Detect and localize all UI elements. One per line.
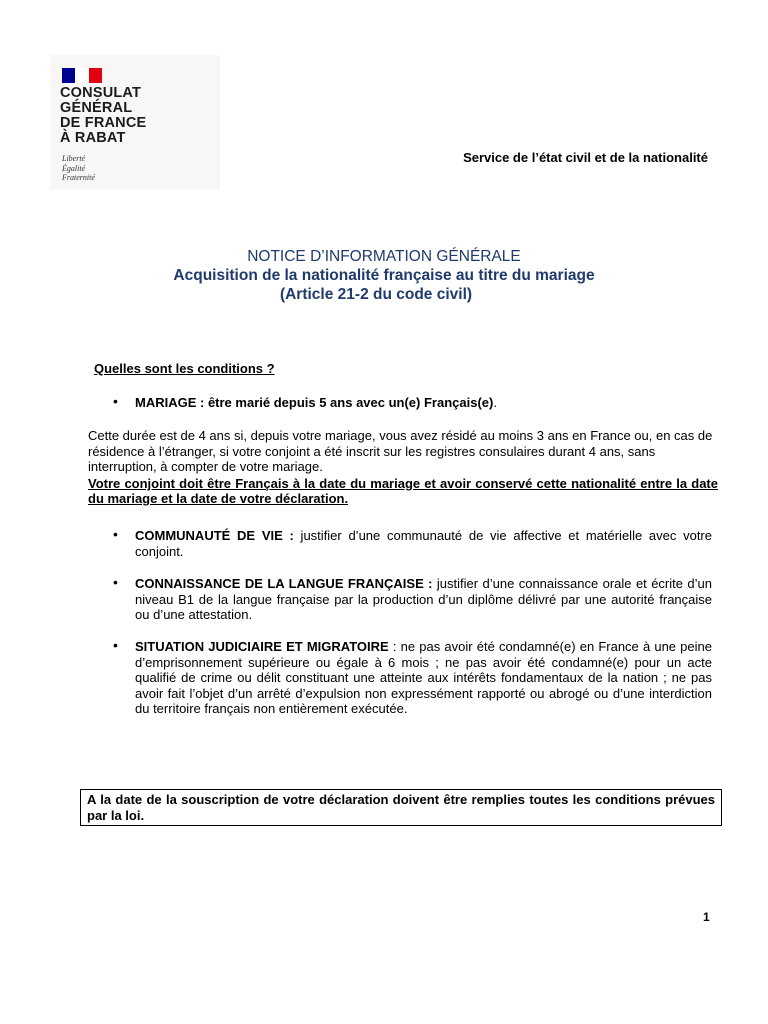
condition-text: : ne pas avoir été condamné(e) en France à une peine d’emprisonnement supérieure ou égale à 6 mois ; ne pas avoir été condamné(e) pour un acte qualifié de crime ou délit constituant une atteinte aux intérêts fondamentaux de la nation ; ne pas avoir fait l’objet d’un arrêté d’expulsion non expressément rapporté ou abrogé ou d’une interdiction du territoire français non entièrement exécutée. <box>135 639 712 716</box>
bullet-icon: • <box>113 637 118 653</box>
logo-line: DE FRANCE <box>60 115 147 131</box>
bullet-icon: • <box>113 574 118 590</box>
condition-situation <box>135 639 712 717</box>
logo-line: CONSULAT <box>60 85 142 101</box>
mariage-label: MARIAGE : être marié depuis 5 ans avec un(e) Français(e) <box>135 395 494 410</box>
notice-title: NOTICE D’INFORMATION GÉNÉRALE <box>247 248 521 265</box>
consulate-logo <box>50 55 220 190</box>
french-flag-icon <box>62 68 102 83</box>
service-header: Service de l’état civil et de la nationalité <box>463 150 708 165</box>
condition-mariage <box>135 395 712 411</box>
flag-white-stripe <box>75 68 89 83</box>
motto-line: Fraternité <box>62 173 95 182</box>
logo-line: À RABAT <box>60 130 126 146</box>
duration-paragraph: Cette durée est de 4 ans si, depuis votre mariage, vous avez résidé au moins 3 ans en France ou, en cas de résidence à l’étranger, si votre conjoint a été inscrit sur les registres consulaires durant 4 ans, sans interruption, à compter de votre mariage. <box>88 428 713 474</box>
notice-subtitle: Acquisition de la nationalité française au titre du mariage <box>173 267 595 284</box>
logo-line: GÉNÉRAL <box>60 100 133 116</box>
conditions-heading: Quelles sont les conditions ? <box>94 361 275 376</box>
flag-blue-stripe <box>62 68 75 83</box>
condition-communaute <box>135 528 712 559</box>
condition-label: COMMUNAUTÉ DE VIE : <box>135 528 294 543</box>
logo-motto <box>62 154 95 183</box>
conditions-notice-box: A la date de la souscription de votre déclaration doivent être remplies toutes les conditions prévues par la loi. <box>80 789 722 826</box>
bullet-icon: • <box>113 526 118 542</box>
notice-article-ref: (Article 21-2 du code civil) <box>279 286 473 303</box>
motto-line: Égalité <box>62 163 86 173</box>
logo-wordmark <box>60 86 146 146</box>
condition-text: justifier d’une communauté de vie affective et matérielle avec votre conjoint. <box>135 528 712 559</box>
motto-line: Liberté <box>62 154 86 163</box>
nationality-requirement: Votre conjoint doit être Français à la date du mariage et avoir conservé cette nationalité entre la date du mariage et la date de votre déclaration. <box>88 476 718 506</box>
condition-label: SITUATION JUDICIAIRE ET MIGRATOIRE <box>135 639 389 654</box>
condition-langue <box>135 576 712 623</box>
condition-label: CONNAISSANCE DE LA LANGUE FRANÇAISE : <box>135 576 433 591</box>
page-number: 1 <box>703 910 710 924</box>
mariage-suffix: . <box>493 395 497 410</box>
flag-red-stripe <box>89 68 102 83</box>
condition-text: justifier d’une connaissance orale et écrite d’un niveau B1 de la langue française par la production d’un diplôme délivré par une autorité française ou d’une attestation. <box>135 576 712 622</box>
bullet-icon: • <box>113 393 118 409</box>
